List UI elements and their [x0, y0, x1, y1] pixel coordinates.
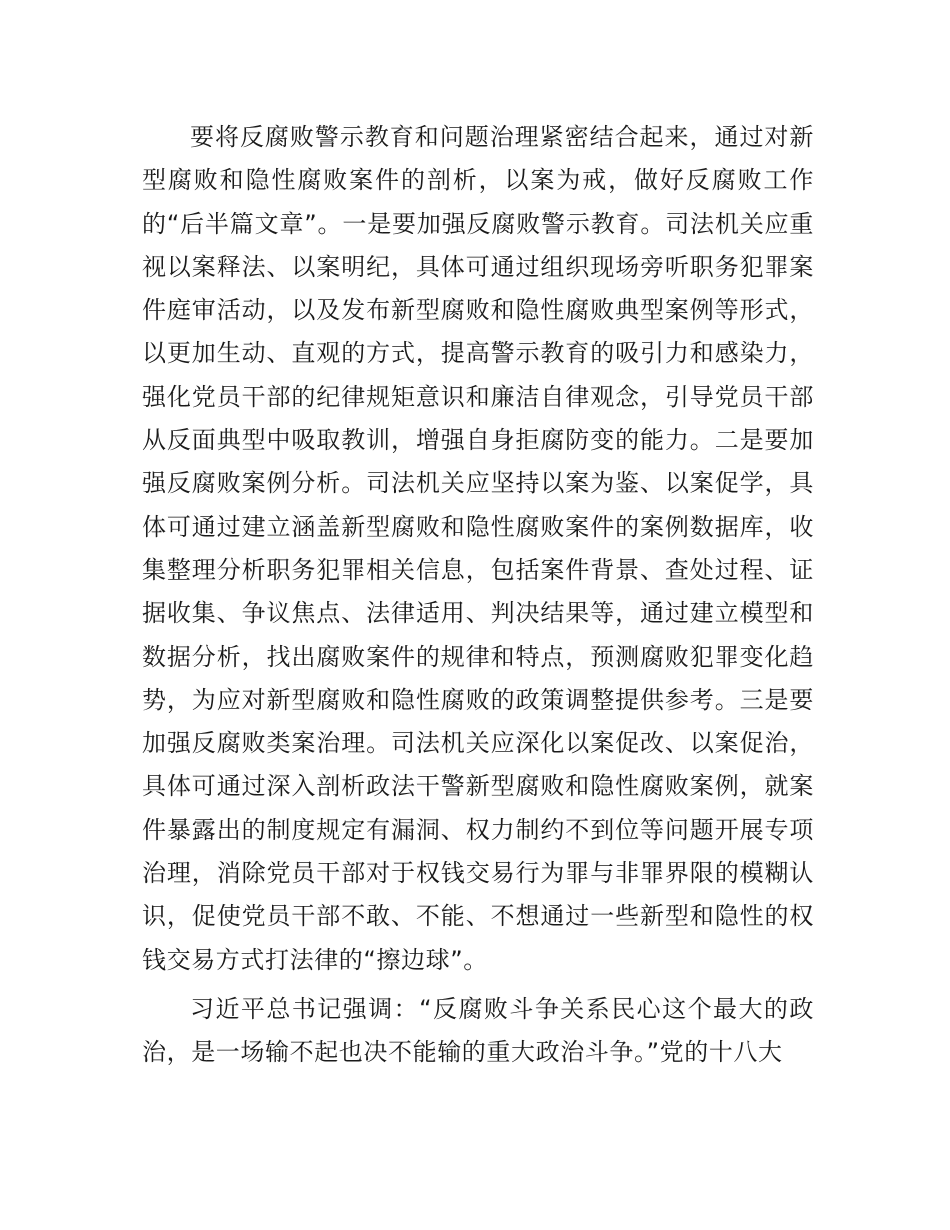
paragraph-anticorruption-education: 要将反腐败警示教育和问题治理紧密结合起来，通过对新型腐败和隐性腐败案件的剖析，以案为戒，做好反腐败工作的“后半篇文章”。一是要加强反腐败警示教育。司法机关应重视以案释法、以案明纪，具体可通过组织现场旁听职务犯罪案件庭审活动，以及发布新型腐败和隐性腐败典型案例等形式，以更加生动、直观的方式，提高警示教育的吸引力和感染力，强化党员干部的纪律规矩意识和廉洁自律观念，引导党员干部从反面典型中吸取教训，增强自身拒腐防变的能力。二是要加强反腐败案例分析。司法机关应坚持以案为鉴、以案促学，具体可通过建立涵盖新型腐败和隐性腐败案件的案例数据库，收集整理分析职务犯罪相关信息，包括案件背景、查处过程、证据收集、争议焦点、法律适用、判决结果等，通过建立模型和数据分析，找出腐败案件的规律和特点，预测腐败犯罪变化趋势，为应对新型腐败和隐性腐败的政策调整提供参考。三是要加强反腐败类案治理。司法机关应深化以案促改、以案促治，具体可通过深入剖析政法干警新型腐败和隐性腐败案例，就案件暴露出的制度规定有漏洞、权力制约不到位等问题开展专项治理，消除党员干部对于权钱交易行为罪与非罪界限的模糊认识，促使党员干部不敢、不能、不想通过一些新型和隐性的权钱交易方式打法律的“擦边球”。 [142, 123, 814, 974]
body-text [142, 116, 814, 1075]
paragraph-xi-quote: 习近平总书记强调：“反腐败斗争关系民心这个最大的政治，是一场输不起也决不能输的重大政治斗争。”党的十八大 [142, 994, 814, 1067]
